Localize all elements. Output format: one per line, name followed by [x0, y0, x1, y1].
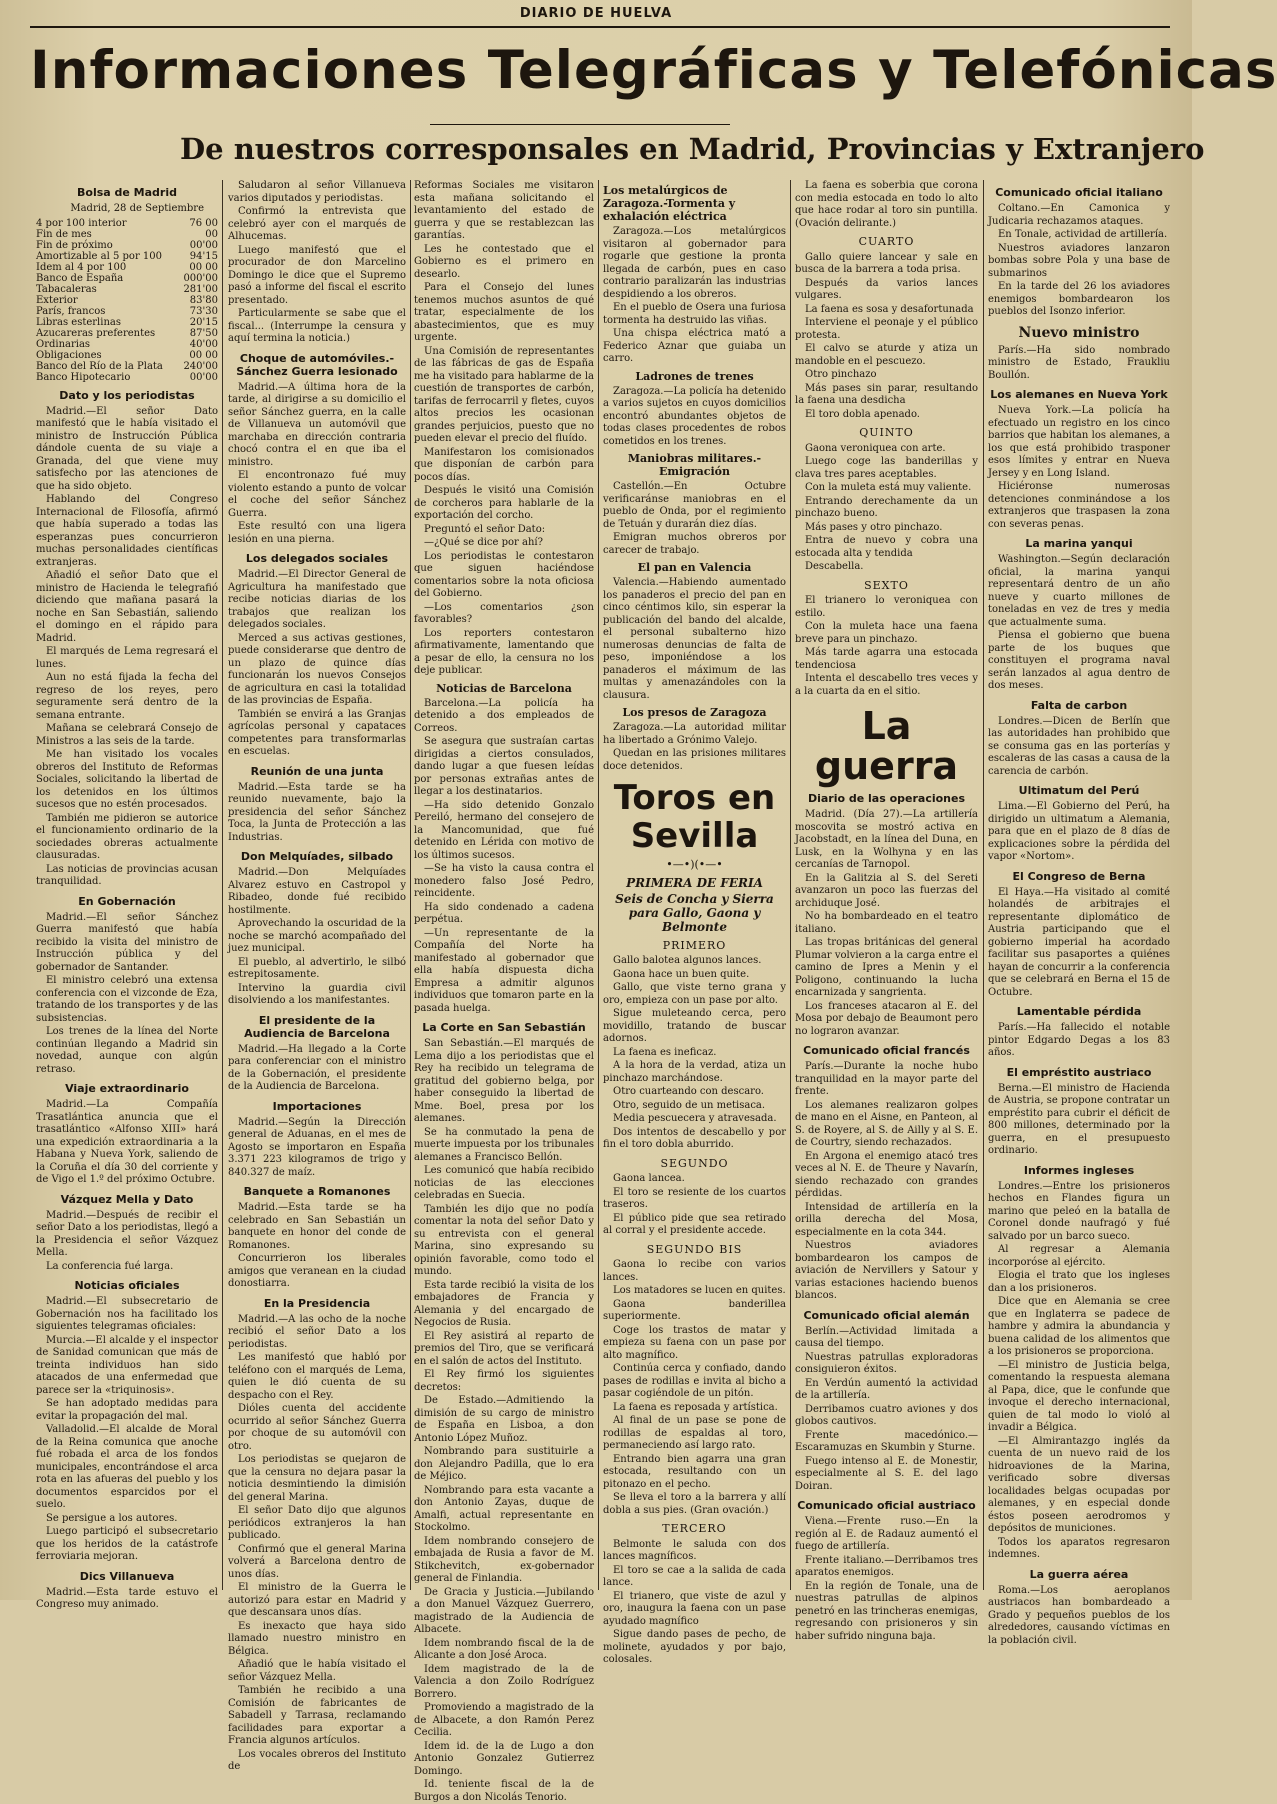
paragraph: Londres.—Entre los prisioneros hechos en Flandes figura un marino que peleó en la batalla de Coronel donde naufragó y fué salvado por un barco sueco. — [988, 1180, 1170, 1242]
paragraph: Con la muleta hace una faena breve para un pinchazo. — [795, 621, 978, 645]
section-title: Importaciones — [272, 1099, 362, 1113]
paragraph: Quedan en las prisiones militares doce detenidos. — [603, 748, 786, 772]
paragraph: Madrid.—Ha llegado a la Corte para conferenciar con el ministro de la Gobernación, el presidente de la Audiencia de Barcelona. — [228, 1043, 406, 1092]
paragraph: Gallo balotea algunos lances. — [613, 955, 762, 966]
paragraph: Otro cuarteando con descaro. — [613, 1086, 764, 1097]
row-value: 000'00 — [183, 272, 218, 284]
row-value: 40'00 — [189, 338, 218, 350]
paragraph: Al regresar a Alemania incorporóse al ejército. — [988, 1244, 1170, 1268]
paragraph: San Sebastián.—El marqués de Lema dijo a los periodistas que el Rey ha recibido un telegrama de gratitud del gobierno belga, por haber conseguido la libertad de Mme. Boel, presa por los alemanes. — [414, 1038, 594, 1124]
table-row — [36, 273, 218, 284]
table-row — [36, 339, 218, 350]
paragraph: París.—Ha sido nombrado ministro de Estado, Fraukliu Boullón. — [988, 344, 1170, 381]
section-title: La marina yanqui — [1025, 537, 1133, 550]
row-value: 87'50 — [189, 327, 218, 339]
paragraph: Castellón.—En Octubre verificaránse maniobras en el pueblo de Onda, por el regimiento de Tetuán y durarán diez días. — [603, 481, 786, 530]
row-label: Fin de mes — [36, 228, 92, 240]
paragraph: Emigran muchos obreros por carecer de trabajo. — [603, 532, 786, 556]
paragraph: Dice que en Alemania se cree que en Inglaterra se padece de hambre y admira la abundancia y buena calidad de los alimentos que a los prisioneros se proporciona. — [988, 1296, 1170, 1357]
feria-title: PRIMERA DE FERIA — [626, 875, 763, 890]
section-title: Noticias de Barcelona — [436, 681, 572, 695]
paragraph: Nombrando para sustituirle a don Alejandro Padilla, que lo era de Méjico. — [414, 1446, 594, 1482]
paragraph: Aun no está fijada la fecha del regreso de los reyes, pero seguramente será dentro de la semana entrante. — [36, 672, 218, 721]
bull-heading: PRIMERO — [662, 938, 727, 952]
paragraph: La faena es soberbia que corona con media estocada en todo lo alto que hace rodar al toro sin puntilla. (Ovación delirante.) — [795, 180, 978, 229]
table-row — [36, 317, 218, 328]
paragraph: El trianero lo veroniquea con estilo. — [795, 595, 978, 619]
row-value: 00'00 — [189, 239, 218, 251]
paragraph: Sigue dando pases de pecho, de molinete, ayudados y por bajo, colosales. — [603, 1629, 786, 1665]
section-title: La guerra aérea — [1029, 1567, 1129, 1581]
paragraph: Entra de nuevo y cobra una estocada alta y tendida — [795, 535, 978, 559]
paragraph: Otro, seguido de un metisaca. — [613, 1099, 766, 1111]
headline-rule — [430, 124, 730, 125]
paragraph: Hiciéronse numerosas detenciones conminándose a los extranjeros que traspasen la zona con severas penas. — [988, 481, 1170, 530]
paragraph: No ha bombardeado en el teatro italiano. — [795, 911, 978, 935]
paragraph: Id. teniente fiscal de la de Burgos a don Nicolás Tenorio. — [414, 1779, 594, 1803]
paragraph: Idem nombrando fiscal de la de Alicante a don José Aroca. — [414, 1637, 594, 1661]
paragraph: Nuestros aviadores lanzaron bombas sobre Pola y una base de submarinos — [988, 242, 1170, 279]
row-label: Tabacaleras — [36, 283, 97, 295]
paragraph: Los periodistas le contestaron que siguen haciéndose comentarios sobre la nota oficiosa del Gobierno. — [414, 550, 594, 599]
row-label: Banco de España — [36, 272, 124, 284]
paragraph: Media pescuecera y atravesada. — [613, 1113, 777, 1124]
paragraph: —¿Qué se dice por ahí? — [424, 537, 543, 548]
paragraph: En Verdún aumentó la actividad de la artillería. — [795, 1377, 978, 1401]
paragraph: Madrid.—Don Melquíades Alvarez estuvo en Castropol y Ribadeo, donde fué recibido hostilmente. — [228, 867, 406, 916]
paragraph: Luego coge las banderillas y clava tres pares aceptables. — [795, 456, 978, 480]
section-title: Noticias oficiales — [74, 1279, 180, 1292]
bull-heading: TERCERO — [662, 1522, 727, 1535]
paragraph: Roma.—Los aeroplanos austriacos han bombardeado a Grado y pequeños pueblos de los alrededores, causando víctimas en la población civil. — [988, 1584, 1170, 1646]
paragraph: Nueva York.—La policía ha efectuado un registro en los cinco barrios que habitan los alemanes, a los que está prohibido trasponer esos límites y entrar en Nueva Jersey y en Long Island. — [988, 405, 1170, 479]
row-label: Obligaciones — [36, 349, 102, 361]
bull-heading: SEGUNDO BIS — [646, 1242, 743, 1256]
row-value: 281'00 — [183, 283, 218, 295]
paragraph: La faena es sosa y desafortunada — [805, 303, 974, 315]
paragraph: En Tonale, actividad de artillería. — [998, 229, 1168, 240]
paragraph: Zaragoza.—La policía ha detenido a varios sujetos en cuyos domicilios encontró abundantes objetos de todas clases procedentes de robos cometidos en los trenes. — [603, 385, 786, 447]
row-label: Fin de próximo — [36, 239, 113, 251]
section-title: El Congreso de Berna — [1012, 869, 1146, 883]
paragraph: Sigue muleteando cerca, pero movidillo, tratando de buscar adornos. — [603, 1008, 786, 1044]
paragraph: Los reporters contestaron afirmativamente, lamentando que a pesar de ello, la censura no los deje publicar. — [414, 627, 594, 676]
column-5 — [795, 180, 978, 1642]
paragraph: El marqués de Lema regresará el lunes. — [36, 646, 218, 670]
paragraph: En la Galitzia al S. del Sereti avanzaron un poco las fuerzas del archiduque José. — [795, 872, 978, 909]
paragraph: París.—Ha fallecido el notable pintor Edgardo Degas a los 83 años. — [988, 1022, 1170, 1058]
paragraph: Idem magistrado de la de Valencia a don Zoilo Rodríguez Borrero. — [414, 1663, 594, 1700]
paragraph: Frente italiano.—Derribamos tres aparatos enemigos. — [795, 1554, 978, 1578]
section-title: Viaje extraordinario — [65, 1082, 189, 1095]
paragraph: Al final de un pase se pone de rodillas de espaldas al toro, permaneciendo así largo rato. — [603, 1415, 786, 1451]
row-label: Exterior — [36, 294, 78, 306]
paragraph: Idem id. de la de Lugo a don Antonio Gonzalez Gutierrez Domingo. — [414, 1740, 594, 1777]
paragraph: Después da varios lances vulgares. — [795, 277, 978, 301]
section-title: Bolsa de Madrid — [77, 186, 177, 199]
section-title: El presidente de la Audiencia de Barcelona — [244, 1013, 390, 1040]
bolsa-date: Madrid, 28 de Septiembre — [70, 203, 204, 214]
bolsa-table — [36, 218, 218, 383]
paragraph: Madrid.—El subsecretario de Gobernación nos ha facilitado los siguientes telegramas oficiales: — [36, 1296, 218, 1332]
row-value: 00 00 — [189, 349, 218, 361]
column-rule — [983, 180, 984, 1590]
paragraph: Viena.—Frente ruso.—En la región al E. de Radauz aumentó el fuego de artillería. — [795, 1516, 978, 1552]
paragraph: Madrid.—El Director General de Agricultura ha manifestado que recibe noticias diarias de los trabajos que realizan los delegados sociales. — [228, 569, 406, 630]
paragraph: También les dijo que no podía comentar la nota del señor Dato y su entrevista con el general Marina, sino expresando su opinión favorable, como todo el mundo. — [414, 1203, 594, 1277]
paragraph: Añadió que le había visitado el señor Vázquez Mella. — [228, 1659, 406, 1683]
paragraph: Se lleva el toro a la barrera y allí dobla a sus pies. (Gran ovación.) — [603, 1492, 786, 1516]
paragraph: Es inexacto que haya sido llamado nuestro ministro en Bélgica. — [228, 1620, 406, 1657]
paragraph: El pueblo, al advertirlo, le silbó estrepitosamente. — [228, 956, 406, 980]
section-title: Don Melquíades, silbado — [240, 850, 394, 863]
bull-heading: CUARTO — [858, 235, 915, 248]
paragraph: Les manifestó que habló por teléfono con el marqués de Lema, quien le dió cuenta de su despacho con el Rey. — [228, 1352, 406, 1401]
guerra-headline: La guerra — [814, 704, 959, 788]
paragraph: Nuestras patrullas exploradoras consiguieron éxitos. — [795, 1351, 978, 1375]
paragraph: Interviene el peonaje y el público protesta. — [795, 317, 978, 341]
bull-heading: SEGUNDO — [660, 1156, 729, 1170]
paragraph: Confirmó que el general Marina volverá a Barcelona dentro de unos días. — [228, 1543, 406, 1580]
paragraph: Valencia.—Habiendo aumentado los panaderos el precio del pan en cinco céntimos kilo, sin esperar la publicación del bando del alcalde, el personal subalterno hizo numerosas denuncias de falta de peso, imponiéndose a los panaderos el máximum de las multas y amenazándoles con la clausura. — [603, 577, 786, 701]
paragraph: Madrid.—Esta tarde estuvo el Congreso muy animado. — [36, 1586, 218, 1610]
section-title: Reunión de una junta — [250, 764, 384, 778]
paragraph: Una Comisión de representantes de las fábricas de gas de España me ha visitado para hablarme de la cuestión de transportes de carbón, tarifas de ferrocarril y fletes, cuyos altos precios les ocasionan grandes perjuicios, puesto que no pueden elevar el precio del fluído. — [414, 345, 594, 444]
paragraph: De Gracia y Justicia.—Jubilando a don Manuel Vázquez Guerrero, magistrado de la Audiencia de Albacete. — [414, 1586, 594, 1635]
table-row — [36, 350, 218, 361]
bull-heading: SEXTO — [864, 578, 909, 592]
section-title: Los alemanes en Nueva York — [990, 388, 1168, 401]
ornament: •—•)(•—• — [666, 858, 723, 871]
paragraph: —Se ha visto la causa contra el monedero falso José Pedro, reincidente. — [414, 863, 594, 899]
row-label: 4 por 100 interior — [36, 217, 127, 229]
row-value: 76 00 — [189, 217, 218, 229]
paragraph: Los alemanes realizaron golpes de mano en el Aisne, en Panteon, al S. de Royere, al S. de Ailly y al S. E. de Courtry, siendo rechazados. — [795, 1099, 978, 1148]
paragraph: —Los comentarios ¿son favorables? — [414, 601, 594, 625]
paragraph: Elogia el trato que los ingleses dan a los prisioneros. — [988, 1270, 1170, 1294]
paragraph: Madrid.—A última hora de la tarde, al dirigirse a su domicilio el señor Sánchez guerra, en la calle de Villanueva un automóvil que marchaba en dirección contraria chocó contra el en que iba el ministro. — [228, 381, 406, 468]
paragraph: En la tarde del 26 los aviadores enemigos bombardearon los pueblos del Isonzo inferior. — [988, 281, 1170, 317]
paragraph: El Rey asistirá al reparto de premios del Tiro, que se verificará en el salón de actos del Instituto. — [414, 1330, 594, 1367]
table-row — [36, 372, 218, 383]
paragraph: Madrid.—El señor Dato manifestó que le había visitado el ministro de Instrucción Pública dándole cuenta de su viaje a Granada, del que viene muy satisfecho por las atenciones de que ha sido objeto. — [36, 405, 218, 492]
paragraph: Promoviendo a magistrado de la de Albacete, a don Ramón Perez Cecilia. — [414, 1702, 594, 1738]
paragraph: Nombrando para esta vacante a don Antonio Zayas, duque de Amalfi, actual representante en Stockolmo. — [414, 1484, 594, 1533]
table-row — [36, 251, 218, 262]
paragraph: Madrid.—Según la Dirección general de Aduanas, en el mes de Agosto se importaron en España 3.371 223 kilogramos de trigo y 840.327 de maíz. — [228, 1116, 406, 1178]
paragraph: —Ha sido detenido Gonzalo Pereiló, hermano del consejero de la Mancomunidad, que fué detenido en Lérida con motivo de los últimos sucesos. — [414, 799, 594, 861]
section-title: Banquete a Romanones — [243, 1185, 391, 1198]
paragraph: Berna.—El ministro de Hacienda de Austria, se propone contratar un empréstito para cubrir el déficit de 800 millones, determinado por la guerra, en el presupuesto ordinario. — [988, 1082, 1170, 1156]
paragraph: Gaona banderillea superiormente. — [603, 1298, 786, 1322]
paragraph: De Estado.—Admitiendo la dimisión de su cargo de ministro de España en Lisboa, a don Antonio López Muñoz. — [414, 1395, 594, 1444]
section-title: Nuevo ministro — [1018, 324, 1140, 341]
column-rule — [410, 180, 411, 1590]
paragraph: Después le visitó una Comisión de corcheros para hablarle de la exportación del corcho. — [414, 485, 594, 521]
row-label: Azucareras preferentes — [36, 327, 156, 339]
paragraph: Valladolid.—El alcalde de Moral de la Reina comunica que anoche fué robada el arca de los fondos municipales, encontrándose el arca rota en las afueras del pueblo y los documentos esparcidos por el suelo. — [36, 1424, 218, 1510]
paragraph: Madrid.—Después de recibir el señor Dato a los periodistas, llegó a la Presidencia el señor Vázquez Mella. — [36, 1209, 218, 1258]
paragraph: Los trenes de la línea del Norte continúan llegando a Madrid sin novedad, aunque con algún retraso. — [36, 1026, 218, 1075]
paragraph: El ministro de la Guerra le autorizó para estar en Madrid y que descansara unos días. — [228, 1582, 406, 1618]
paragraph: Gaona lancea. — [613, 1173, 685, 1184]
paragraph: Para el Consejo del lunes tenemos muchos asuntos de qué tratar, especialmente de los abastecimientos, que es muy urgente. — [414, 282, 594, 343]
paragraph: Madrid.—Esta tarde se ha celebrado en San Sebastián un banquete en honor del conde de Romanones. — [228, 1202, 406, 1251]
column-4 — [603, 180, 786, 1665]
headline: Informaciones Telegráficas y Telefónicas — [30, 40, 1277, 101]
top-rule — [30, 26, 1170, 28]
column-rule — [790, 180, 791, 1590]
paragraph: —El ministro de Justicia belga, comentando la respuesta alemana al Papa, dice, que le confunde que invoque el derecho internacional, quien de tal modo lo violó al invadir a Bélgica. — [988, 1359, 1170, 1433]
paragraph: Preguntó el señor Dato: — [424, 523, 546, 535]
paragraph: El toro se cae a la salida de cada lance. — [603, 1564, 786, 1588]
paragraph: El toro se resiente de los cuartos traseros. — [603, 1186, 786, 1210]
section-title: Maniobras militares.-Emigración — [627, 452, 762, 478]
row-value: 00'00 — [189, 371, 218, 383]
section-title: Vázquez Mella y Dato — [60, 1192, 194, 1206]
paragraph: Merced a sus activas gestiones, puede considerarse que dentro de un plazo de quince días funcionarán los nuevos Consejos de agricultura en casi la totalidad de las provincias de España. — [228, 632, 406, 706]
section-title: Comunicado oficial italiano — [995, 186, 1163, 199]
paragraph: —Un representante de la Compañía del Norte ha manifestado al gobernador que ella había dispuesta dicha Empresa a admitir algunos individuos que tomaron parte en la pasada huelga. — [414, 927, 594, 1014]
paragraph: Reformas Sociales me visitaron esta mañana solicitando el levantamiento del estado de guerra y que se restablezcan las garantías. — [414, 180, 594, 241]
paragraph: El trianero, que viste de azul y oro, inaugura la faena con un pase ayudado magnífico — [603, 1590, 786, 1627]
paragraph: Gaona lo recibe con varios lances. — [603, 1259, 786, 1283]
paragraph: El encontronazo fué muy violento estando a punto de volcar el coche del señor Sánchez Guerra. — [228, 470, 406, 519]
paragraph: Particularmente se sabe que el fiscal... (Interrumpe la censura y aquí termina la noticia.) — [228, 308, 406, 344]
section-title: Ultimatum del Perú — [1018, 784, 1140, 797]
row-label: Amortizable al 5 por 100 — [36, 250, 162, 262]
paragraph: El Haya.—Ha visitado al comité holandés de arbitrajes el representante diplomático de Austria participando que el gobierno imperial ha acordado facilitar sus pasaportes a quiénes hayan de concurrir a la conferencia que se celebrará en Berna el 15 de Octubre. — [988, 886, 1170, 998]
paragraph: Más pases y otro pinchazo. — [805, 521, 943, 533]
section-title: Comunicado oficial alemán — [803, 1308, 970, 1322]
section-title: Comunicado oficial francés — [803, 1044, 970, 1057]
section-title: Dics Villanueva — [79, 1569, 175, 1583]
paragraph: Las tropas británicas del general Plumar volvieron a la carga entre el camino de Ipres a Menin y el Poligono, continuando la lucha encarnizada y sangrienta. — [795, 937, 978, 998]
paragraph: Intenta el descabello tres veces y a la cuarta da en el sitio. — [795, 673, 978, 697]
row-value: 00 — [205, 228, 218, 240]
section-title: Informes ingleses — [1023, 1163, 1135, 1177]
paragraph: La faena es reposada y artística. — [613, 1401, 778, 1413]
paragraph: Idem nombrando consejero de embajada de Rusia a favor de M. Stikchevitch, ex-gobernador general de Finlandia. — [414, 1535, 594, 1584]
paragraph: Concurrieron los liberales amigos que veranean en la ciudad donostiarra. — [228, 1253, 406, 1289]
section-title: Dato y los periodistas — [59, 388, 195, 402]
paragraph: Una chispa eléctrica mató a Federico Aznar que guiaba un carro. — [603, 328, 786, 364]
row-label: París, francos — [36, 305, 106, 317]
paragraph: Hablando del Congreso Internacional de Filosofía, afirmó que había superado a todas las esperanzas pues concurrieron muchas personalidades científicas extranjeras. — [36, 494, 218, 568]
paragraph: Berlín.—Actividad limitada a causa del tiempo. — [795, 1325, 978, 1349]
paragraph: En Argona el enemigo atacó tres veces al N. E. de Theure y Navarín, siendo rechazado con grandes pérdidas. — [795, 1150, 978, 1199]
section-title: El empréstito austriaco — [1006, 1065, 1152, 1079]
feria-subtitle: Seis de Concha y Sierra para Gallo, Gaona y Belmonte — [615, 891, 774, 934]
row-label: Ordinarias — [36, 338, 91, 350]
paragraph: Londres.—Dicen de Berlín que las autoridades han prohibido que se consuma gas en las porterías y escaleras de las casas a causa de la carencia de carbón. — [988, 715, 1170, 777]
paragraph: Los vocales obreros del Instituto de — [228, 1748, 406, 1772]
paragraph: Continúa cerca y confiado, dando pases de rodillas e invita al bicho a pasar cogiéndole de un pitón. — [603, 1363, 786, 1399]
paragraph: El ministro celebró una extensa conferencia con el vizconde de Eza, tratando de los transportes y de las subsistencias. — [36, 975, 218, 1024]
paragraph: Manifestaron los comisionados que disponían de carbón para pocos días. — [414, 446, 594, 483]
paragraph: Les he contestado que el Gobierno es el primero en desearlo. — [414, 243, 594, 280]
paragraph: Fuego intenso al E. de Monestir, especialmente al S. E. del lago Doiran. — [795, 1455, 978, 1492]
row-value: 20'15 — [189, 316, 218, 328]
row-label: Banco Hipotecario — [36, 371, 131, 383]
paragraph: Se ha conmutado la pena de muerte impuesta por los tribunales alemanes a Francisco Bellón. — [414, 1126, 594, 1163]
section-title: Comunicado oficial austriaco — [797, 1499, 976, 1512]
paragraph: Madrid.—Esta tarde se ha reunido nuevamente, bajo la presidencia del señor Sánchez Toca, la Junta de Protección a las Industrias. — [228, 781, 406, 843]
row-label: Libras esterlinas — [36, 316, 121, 328]
paragraph: Saludaron al señor Villanueva varios diputados y periodistas. — [228, 180, 406, 204]
table-row — [36, 240, 218, 251]
paragraph: Aprovechando la oscuridad de la noche se marchó acompañado del juez municipal. — [228, 918, 406, 954]
paragraph: Zaragoza.—La autoridad militar ha libertado a Grónimo Valejo. — [603, 722, 786, 746]
paragraph: También me pidieron se autorice el funcionamiento ordinario de la sociedades obreras actualmente clausuradas. — [36, 812, 218, 861]
paragraph: Dióles cuenta del accidente ocurrido al señor Sánchez Guerra por choque de su automóvil con otro. — [228, 1403, 406, 1452]
paragraph: Este resultó con una ligera lesión en una pierna. — [228, 521, 406, 545]
paragraph: Me han visitado los vocales obreros del Instituto de Reformas Sociales, solicitando la libertad de los detenidos en los últimos sucesos que no estén procesados. — [36, 749, 218, 810]
subheadline: De nuestros corresponsales en Madrid, Provincias y Extranjero — [180, 132, 1205, 166]
paragraph: En la región de Tonale, una de nuestras patrullas de alpinos penetró en las trincheras enemigas, regresando con prisioneros y sin haber sufrido ninguna baja. — [795, 1580, 978, 1642]
section-title: Ladrones de trenes — [635, 369, 754, 383]
section-title: La Corte en San Sebastián — [422, 1021, 586, 1034]
paragraph: Entrando bien agarra una gran estocada, resultando con un pitonazo en el pecho. — [603, 1453, 786, 1490]
table-row — [36, 284, 218, 295]
paragraph: Lima.—El Gobierno del Perú, ha dirigido un ultimatum a Alemania, para que en el plazo de 8 días de explicaciones sobre la pérdida del vapor «Nortom». — [988, 801, 1170, 862]
paragraph: Los franceses atacaron al E. del Mosa por debajo de Beaumont pero no lograron avanzar. — [795, 1000, 978, 1037]
paragraph: Gallo, que viste terno grana y oro, empieza con un pase por alto. — [603, 982, 786, 1006]
paragraph: Otro pinchazo — [805, 369, 877, 380]
paragraph: Añadió el señor Dato que el ministro de Hacienda le telegrafió diciendo que mañana pasará la noche en San Sebastián, saliendo el domingo en el rápido para Madrid. — [36, 570, 218, 644]
paragraph: Barcelona.—La policía ha detenido a dos empleados de Correos. — [414, 697, 594, 734]
paragraph: Luego participó el subsecretario que los heridos de la catástrofe ferroviaria mejoran. — [36, 1526, 218, 1562]
paragraph: París.—Durante la noche hubo tranquilidad en la mayor parte del frente. — [795, 1061, 978, 1097]
row-label: Idem al 4 por 100 — [36, 261, 127, 273]
toros-headline: Toros en Sevilla — [613, 778, 776, 856]
row-value: 73'30 — [189, 305, 218, 317]
table-row — [36, 361, 218, 372]
row-value: 83'80 — [189, 294, 218, 306]
section-title: Los metalúrgicos de Zaragoza.-Tormenta y exhalación eléctrica — [603, 184, 736, 223]
paragraph: Se asegura que sustraían cartas dirigidas a ciertos consulados, dando lugar a que fuesen leídas por personas extrañas antes de llegar a los destinatarios. — [414, 736, 594, 797]
column-rule — [222, 180, 223, 1590]
paragraph: Se han adoptado medidas para evitar la propagación del mal. — [36, 1398, 218, 1422]
paragraph: El público pide que sea retirado al corral y el presidente accede. — [603, 1212, 786, 1236]
paragraph: Más tarde agarra una estocada tendenciosa — [795, 647, 978, 671]
paragraph: Entrando derechamente da un pinchazo bueno. — [795, 495, 978, 519]
paragraph: Luego manifestó que el procurador de don Marcelino Domingo le dice que el Supremo pasó a informe del fiscal el escrito presentado. — [228, 244, 406, 306]
row-value: 94'15 — [189, 250, 218, 262]
paragraph: Madrid. (Día 27).—La artillería moscovita se mostró activa en Jacobstadt, en la línea del Duna, en Lusk, en la Wolhyna y en las cercanías de Tarnopol. — [795, 809, 978, 870]
row-value: 00 00 — [189, 261, 218, 273]
paragraph: Descabella. — [805, 561, 864, 572]
paragraph: Coltano.—En Camonica y Judicaria rechazamos ataques. — [988, 203, 1170, 227]
row-value: 240'00 — [183, 360, 218, 372]
table-row — [36, 262, 218, 273]
paragraph: Intervino la guardia civil disolviendo a los manifestantes. — [228, 982, 406, 1006]
paragraph: Zaragoza.—Los metalúrgicos visitaron al gobernador para rogarle que gestione la pronta llegada de carbón, pues en caso contrario paralizarán las industrias despidiendo a los obreros. — [603, 226, 786, 300]
paragraph: Derribamos cuatro aviones y dos globos cautivos. — [795, 1403, 978, 1427]
paragraph: Nuestros aviadores bombardearon los campos de aviación de Nervillers y Satour y varias estaciones haciendo buenos blancos. — [795, 1240, 978, 1301]
paragraph: Todos los aparatos regresaron indemnes. — [988, 1536, 1170, 1560]
paragraph: Dos intentos de descabello y por fin el toro dobla aburrido. — [603, 1126, 786, 1150]
paragraph: Gallo quiere lancear y sale en busca de la barrera a toda prisa. — [795, 251, 978, 275]
paragraph: Más pases sin parar, resultando la faena una desdicha — [795, 382, 978, 406]
paragraph: Gaona hace un buen quite. — [613, 968, 750, 980]
paragraph: También he recibido a una Comisión de fabricantes de Sabadell y Tarrasa, reclamando facilidades para exportar a Francia algunos artículos. — [228, 1685, 406, 1746]
section-title: En Gobernación — [78, 894, 176, 908]
row-label: Banco del Río de la Plata — [36, 360, 163, 372]
section-title: Los presos de Zaragoza — [622, 706, 767, 719]
column-2 — [228, 180, 406, 1772]
column-rule — [598, 180, 599, 1590]
section-title: Lamentable pérdida — [1016, 1005, 1142, 1018]
paragraph: El señor Dato dijo que algunos periódicos extranjeros la han publicado. — [228, 1505, 406, 1541]
paragraph: En el pueblo de Osera una furiosa tormenta ha destruido las viñas. — [603, 302, 786, 326]
section-title: Diario de las operaciones — [807, 792, 966, 805]
bull-heading: QUINTO — [859, 426, 914, 439]
paragraph: Madrid.—El señor Sánchez Guerra manifestó que había recibido la visita del ministro de Instrucción pública y del gobernador de Santander. — [36, 911, 218, 973]
column-3 — [414, 180, 594, 1803]
paragraph: Los periodistas se quejaron de que la censura no dejara pasar la noticia desmintiendo la dimisión del general Marina. — [228, 1454, 406, 1503]
paragraph: Intensidad de artillería en la orilla derecha del Mosa, especialmente en la cota 344. — [795, 1201, 978, 1238]
table-row — [36, 229, 218, 240]
paragraph: Los matadores se lucen en quites. — [613, 1285, 786, 1296]
section-title: El pan en Valencia — [637, 561, 752, 574]
table-row — [36, 328, 218, 339]
paragraph: Mañana se celebrará Consejo de Ministros a las seis de la tarde. — [36, 723, 218, 747]
paragraph: Esta tarde recibió la visita de los embajadores de Francia y Alemania y del encargado de Negocios de Rusia. — [414, 1279, 594, 1328]
paragraph: También se envirá a las Granjas agrícolas personal y capataces competentes para transformarlas en escuelas. — [228, 708, 406, 757]
paragraph: El toro dobla apenado. — [805, 408, 920, 420]
paragraph: Washington.—Según declaración oficial, la marina yanqui representará dentro de un año nueve y cuarto millones de toneladas en vez de tres y media que actualmente suma. — [988, 554, 1170, 628]
masthead: DIARIO DE HUELVA — [519, 6, 673, 21]
paragraph: El Rey firmó los siguientes decretos: — [414, 1369, 594, 1393]
paragraph: Con la muleta está muy valiente. — [805, 482, 972, 493]
table-row — [36, 295, 218, 306]
paragraph: Coge los trastos de matar y empieza su faena con un pase por alto magnífico. — [603, 1324, 786, 1361]
paragraph: El calvo se aturde y atiza un mandoble en el pescuezo. — [795, 343, 978, 367]
paragraph: Murcia.—El alcalde y el inspector de Sanidad comunican que más de treinta individuos han sido atacados de una enfermedad que parece ser la «triquinosis». — [36, 1334, 218, 1396]
paragraph: Las noticias de provincias acusan tranquilidad. — [36, 863, 218, 887]
paragraph: Confirmó la entrevista que celebró ayer con el marqués de Alhucemas. — [228, 206, 406, 242]
paragraph: Piensa el gobierno que buena parte de los buques que constituyen el programa naval serán lanzados al agua dentro de dos meses. — [988, 630, 1170, 691]
paragraph: A la hora de la verdad, atiza un pinchazo marchándose. — [603, 1060, 786, 1084]
paragraph: Ha sido condenado a cadena perpétua. — [414, 901, 594, 925]
paragraph: Gaona veroniquea con arte. — [805, 442, 946, 454]
paragraph: Madrid.—La Compañía Trasatlántica anuncia que el trasatlántico «Alfonso XIII» hará una expedición extraordinaria a la Habana y Nueva York, saliendo de la Coruña el día 30 del corriente y de Vigo el 1.º del próximo Octubre. — [36, 1099, 218, 1185]
paragraph: Frente macedónico.—Escaramuzas en Skumbin y Sturne. — [795, 1429, 978, 1453]
paragraph: La faena es ineficaz. — [613, 1046, 717, 1058]
column-1 — [36, 180, 218, 1610]
paragraph: Madrid.—A las ocho de la noche recibió el señor Dato a los periodistas. — [228, 1313, 406, 1350]
section-title: Falta de carbon — [1030, 698, 1128, 712]
paragraph: —El Almirantazgo inglés da cuenta de un nuevo raid de los hidroaviones de la Marina, verificado sobre diversas localidades belgas ocupadas por alemanes, y en especial donde éstos poseen aerodromos y depósitos de municiones. — [988, 1435, 1170, 1534]
column-6 — [988, 180, 1170, 1646]
paragraph: Les comunicó que había recibido noticias de las elecciones celebradas en Suecia. — [414, 1165, 594, 1201]
paragraph: Se persigue a los autores. — [46, 1512, 178, 1524]
section-title: En la Presidencia — [263, 1296, 371, 1310]
table-row — [36, 306, 218, 317]
section-title: Los delegados sociales — [245, 552, 389, 565]
paragraph: Belmonte le saluda con dos lances magníficos. — [603, 1538, 786, 1562]
paragraph: La conferencia fué larga. — [46, 1260, 174, 1272]
table-row — [36, 218, 218, 229]
section-title: Choque de automóviles.-Sánchez Guerra lesionado — [236, 351, 398, 378]
